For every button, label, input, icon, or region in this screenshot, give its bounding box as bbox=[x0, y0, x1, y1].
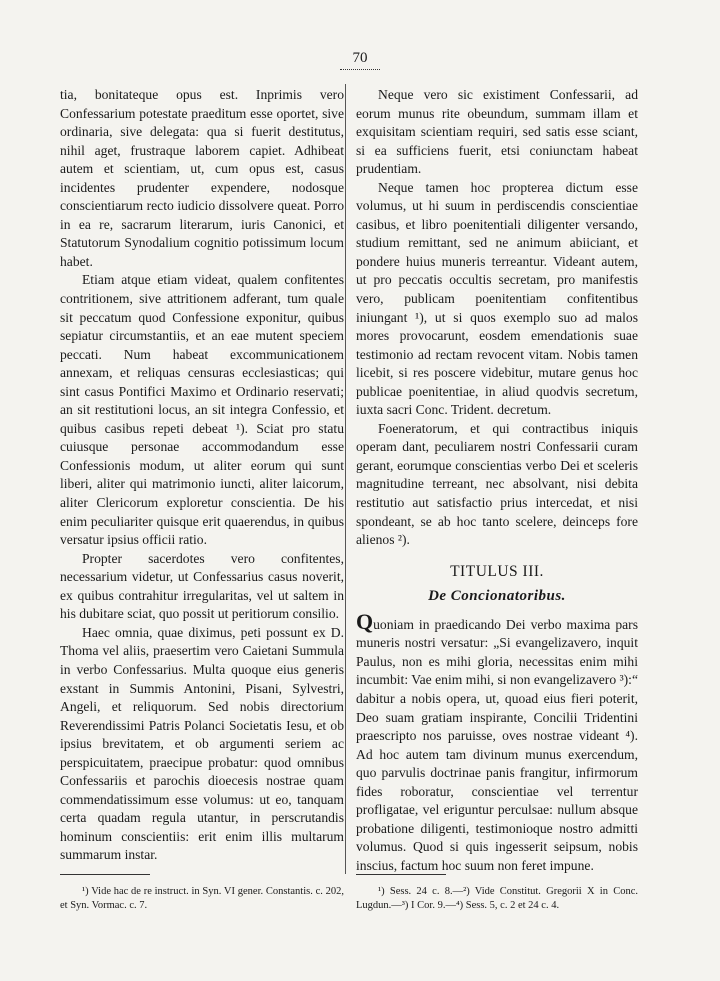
left-paragraph-3: Propter sacerdotes vero confitentes, necessarium videtur, ut Confessarius casus noverit, ex quibus contrahitur irregularitas, vel ut saltem in his dubitare sciat, quo possit ut peritiorum consilio. bbox=[60, 550, 344, 622]
column-divider bbox=[345, 84, 346, 874]
right-column bbox=[356, 86, 638, 875]
footnotes-left bbox=[60, 885, 344, 913]
page-number-text: 70 bbox=[352, 50, 368, 66]
right-paragraph-2: Neque tamen hoc propterea dictum esse volumus, ut hi suum in perdiscendis conscientiae casibus, et libro poenitentiali diligenter versando, studium remittant, sed ne animum abiiciant, et pondere huius muneris terreantur. Videant autem, ut pro peccatis occultis secretam, pro manifestis vero, publicam poenitentiam confitentibus iniungant ¹), ut si quos exemplo suo ad malos mores provocarunt, eosdem emendationis suae testimonio ad rectam revocent vitam. Nobis tamen licebit, si res poscere videbitur, mutare genus hoc publicae poenitentiae, in aliud quodvis secretum, iuxta sacri Conc. Trident. decretum. bbox=[356, 179, 638, 418]
drop-cap: Q bbox=[356, 608, 374, 634]
section-subtitle: De Concionatoribus. bbox=[428, 588, 566, 605]
page-number-ornament bbox=[340, 67, 380, 70]
right-paragraph-final-text: uoniam in praedicando Dei verbo maxima pars muneris nostri versatur: „Si evangelizavero, inquit Paulus, non es mihi gloria, necessitas enim mihi incumbit: Vae enim mihi, si non evangelizavero ³):“ dabitur a nobis opera, ut, quoad eius fieri poterit, Deo suam gratiam inspirante, Concilii Tridentini praescripto nos paruisse, oves nostrae videant ⁴). Ad hoc autem tam divinum munus exercendum, quo parvulis doctrinae panis frangitur, infirmorum fides roboratur, conscientiae vel terrentur profligatae, vel eriguntur perculsae: nullum absque probatione diligenti, testimonioque nostro admitti volumus. Quod si quis ingesserit seipsum, nobis inscius, factum hoc suum non feret impune. bbox=[356, 616, 638, 873]
left-paragraph-4: Haec omnia, quae diximus, peti possunt ex D. Thoma vel aliis, praesertim vero Caietani Summula in verbo Confessarius. Multa quoque eius generis exstant in Summis Antonini, Pisani, Sylvestri, Angeli, et reliquorum. Sed nobis directorium Reverendissimi Patris Polanci Societatis Iesu, et ob ipsius brevitatem, et ob argumenti seriem ac perspicuitatem, praecipue probatur: quod omnibus Confessariis et parochis dioecesis nostrae quam commendatissimum esse volumus: ut eo, tanquam certa quadam regula utantur, in perscrutandis hominum conscientiis: erit enim illis multarum summarum instar. bbox=[60, 624, 344, 863]
left-paragraph-1: tia, bonitateque opus est. Inprimis vero Confessarium potestate praeditum esse oportet, sive ordinaria, sive delegata: qua si fuerit destitutus, nihil aget, frustraque laborem capiet. Adhibeat autem et scientiam, ut, cum opus est, casus incidentes prudenter expendere, nodosque conscientiarum recto iudicio dissolvere queat. Porro in ea re, sacrarum literarum, iuris Canonici, et Statutorum Synodalium cognitio potissimum locum habet. bbox=[60, 87, 344, 269]
footnote-rule-right bbox=[356, 874, 446, 875]
right-paragraph-final bbox=[356, 608, 638, 876]
footnote-right-text: ¹) Sess. 24 c. 8.—²) Vide Constitut. Gregorii X in Conc. Lugdun.—³) I Cor. 9.—⁴) Sess. 5, c. 2 et 24 c. 4. bbox=[356, 886, 638, 911]
right-paragraph-1: Neque vero sic existiment Confessarii, ad eorum munus rite obeundum, summam illam et exquisitam scientiam requiri, sed satis esse sciant, si ea sufficiens fuerit, etsi coniunctam habeat prudentiam. bbox=[356, 87, 638, 177]
footnotes-right bbox=[356, 885, 638, 913]
left-paragraph-2: Etiam atque etiam videat, qualem confitentes contritionem, sive attritionem adferant, tum quale sit peccatum quod Confessione exponitur, quibus sepiatur circumstantiis, et an eae mutent speciem peccati. Num habeat excommunicationem annexam, et reliquas censuras ecclesiasticas; qui sint casus Pontifici Maximo et Ordinario reservati; an sit restitutioni locus, an sit integra Confessio, et quibus casibus repeti debeat ¹). Sciat pro statu cuiusque personae accommodandum esse Confessionis modum, ut aliter eorum qui sunt liberi, aliter qui matrimonio iuncti, aliter laicorum, aliter Clericorum exploretur conscientia. De his enim peculiariter quisque erit quaerendus, in quibus versatur ipsius officii ratio. bbox=[60, 272, 344, 548]
left-column bbox=[60, 86, 344, 865]
page-number bbox=[0, 50, 720, 70]
footnote-rule-left bbox=[60, 874, 150, 875]
section-title: TITULUS III. bbox=[450, 562, 544, 580]
footnote-left-text: ¹) Vide hac de re instruct. in Syn. VI gener. Constantis. c. 202, et Syn. Vormac. c. 7. bbox=[60, 886, 344, 911]
right-paragraph-3: Foeneratorum, et qui contractibus iniquis operam dant, peculiarem nostri Confessarii curam gerant, eorumque conscientias verbo Dei et sceleris magnitudine terreant, nec absolvant, nisi debita restitutio aut satisfactio prius intercedat, et nisi spondeant, se ab hoc tanto scelere, deinceps fore alienos ²). bbox=[356, 420, 638, 548]
